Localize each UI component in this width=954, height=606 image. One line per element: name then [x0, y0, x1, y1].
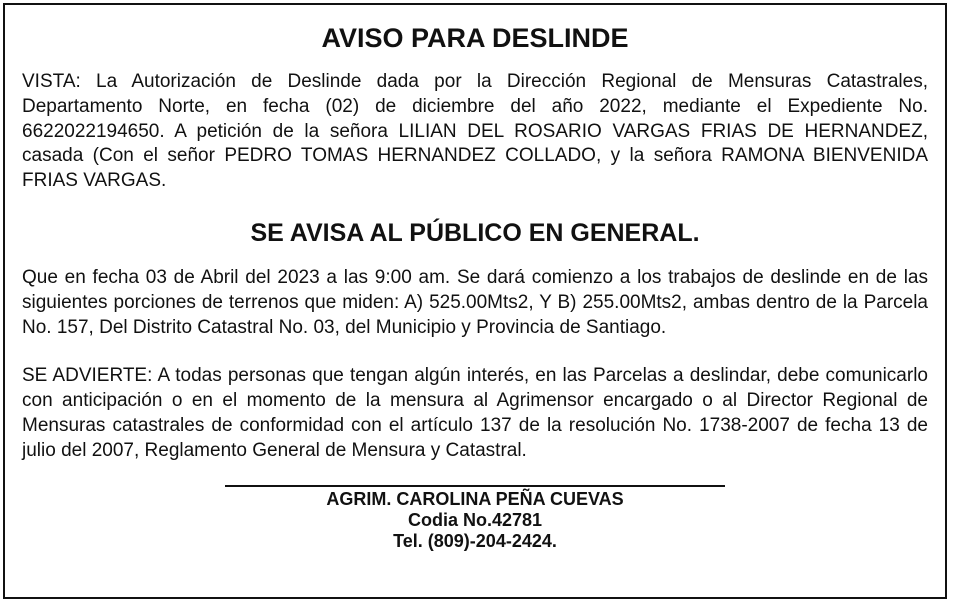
- notice-paragraph-date: Que en fecha 03 de Abril del 2023 a las 9:00 am. Se dará comienzo a los trabajos de deslinde en de las siguientes porciones de terrenos que miden: A) 525.00Mts2, Y B) 255.00Mts2, ambas dentro de la Parcela No. 157, Del Distrito Catastral No. 03, del Municipio y Provincia de Santiago.: [22, 266, 928, 338]
- signature-codia: Codia No.42781: [407, 509, 543, 530]
- notice-paragraph-vista: VISTA: La Autorización de Deslinde dada por la Dirección Regional de Mensuras Catastrales, Departamento Norte, en fecha (02) de diciembre del año 2022, mediante el Expediente No. 6622022194650. A petición de la señora LILIAN DEL ROSARIO VARGAS FRIAS DE HERNANDEZ, casada (Con el señor PEDRO TOMAS HERNANDEZ COLLADO, y la señora RAMONA BIENVENIDA FRIAS VARGAS.: [22, 71, 928, 192]
- legal-notice: [3, 3, 947, 599]
- notice-paragraph-warning: SE ADVIERTE: A todas personas que tengan algún interés, en las Parcelas a deslindar, debe comunicarlo con anticipación o en el momento de la mensura al Agrimensor encargado o al Director Regional de Mensuras catastrales de conformidad con el artículo 137 de la resolución No. 1738-2007 de fecha 13 de julio del 2007, Reglamento General de Mensura y Catastral.: [22, 365, 928, 461]
- signature-phone: Tel. (809)-204-2424.: [393, 530, 557, 551]
- signature-name: AGRIM. CAROLINA PEÑA CUEVAS: [326, 488, 624, 509]
- notice-title: AVISO PARA DESLINDE: [321, 23, 629, 53]
- signature-block: [225, 485, 725, 552]
- notice-subtitle: SE AVISA AL PÚBLICO EN GENERAL.: [250, 218, 700, 247]
